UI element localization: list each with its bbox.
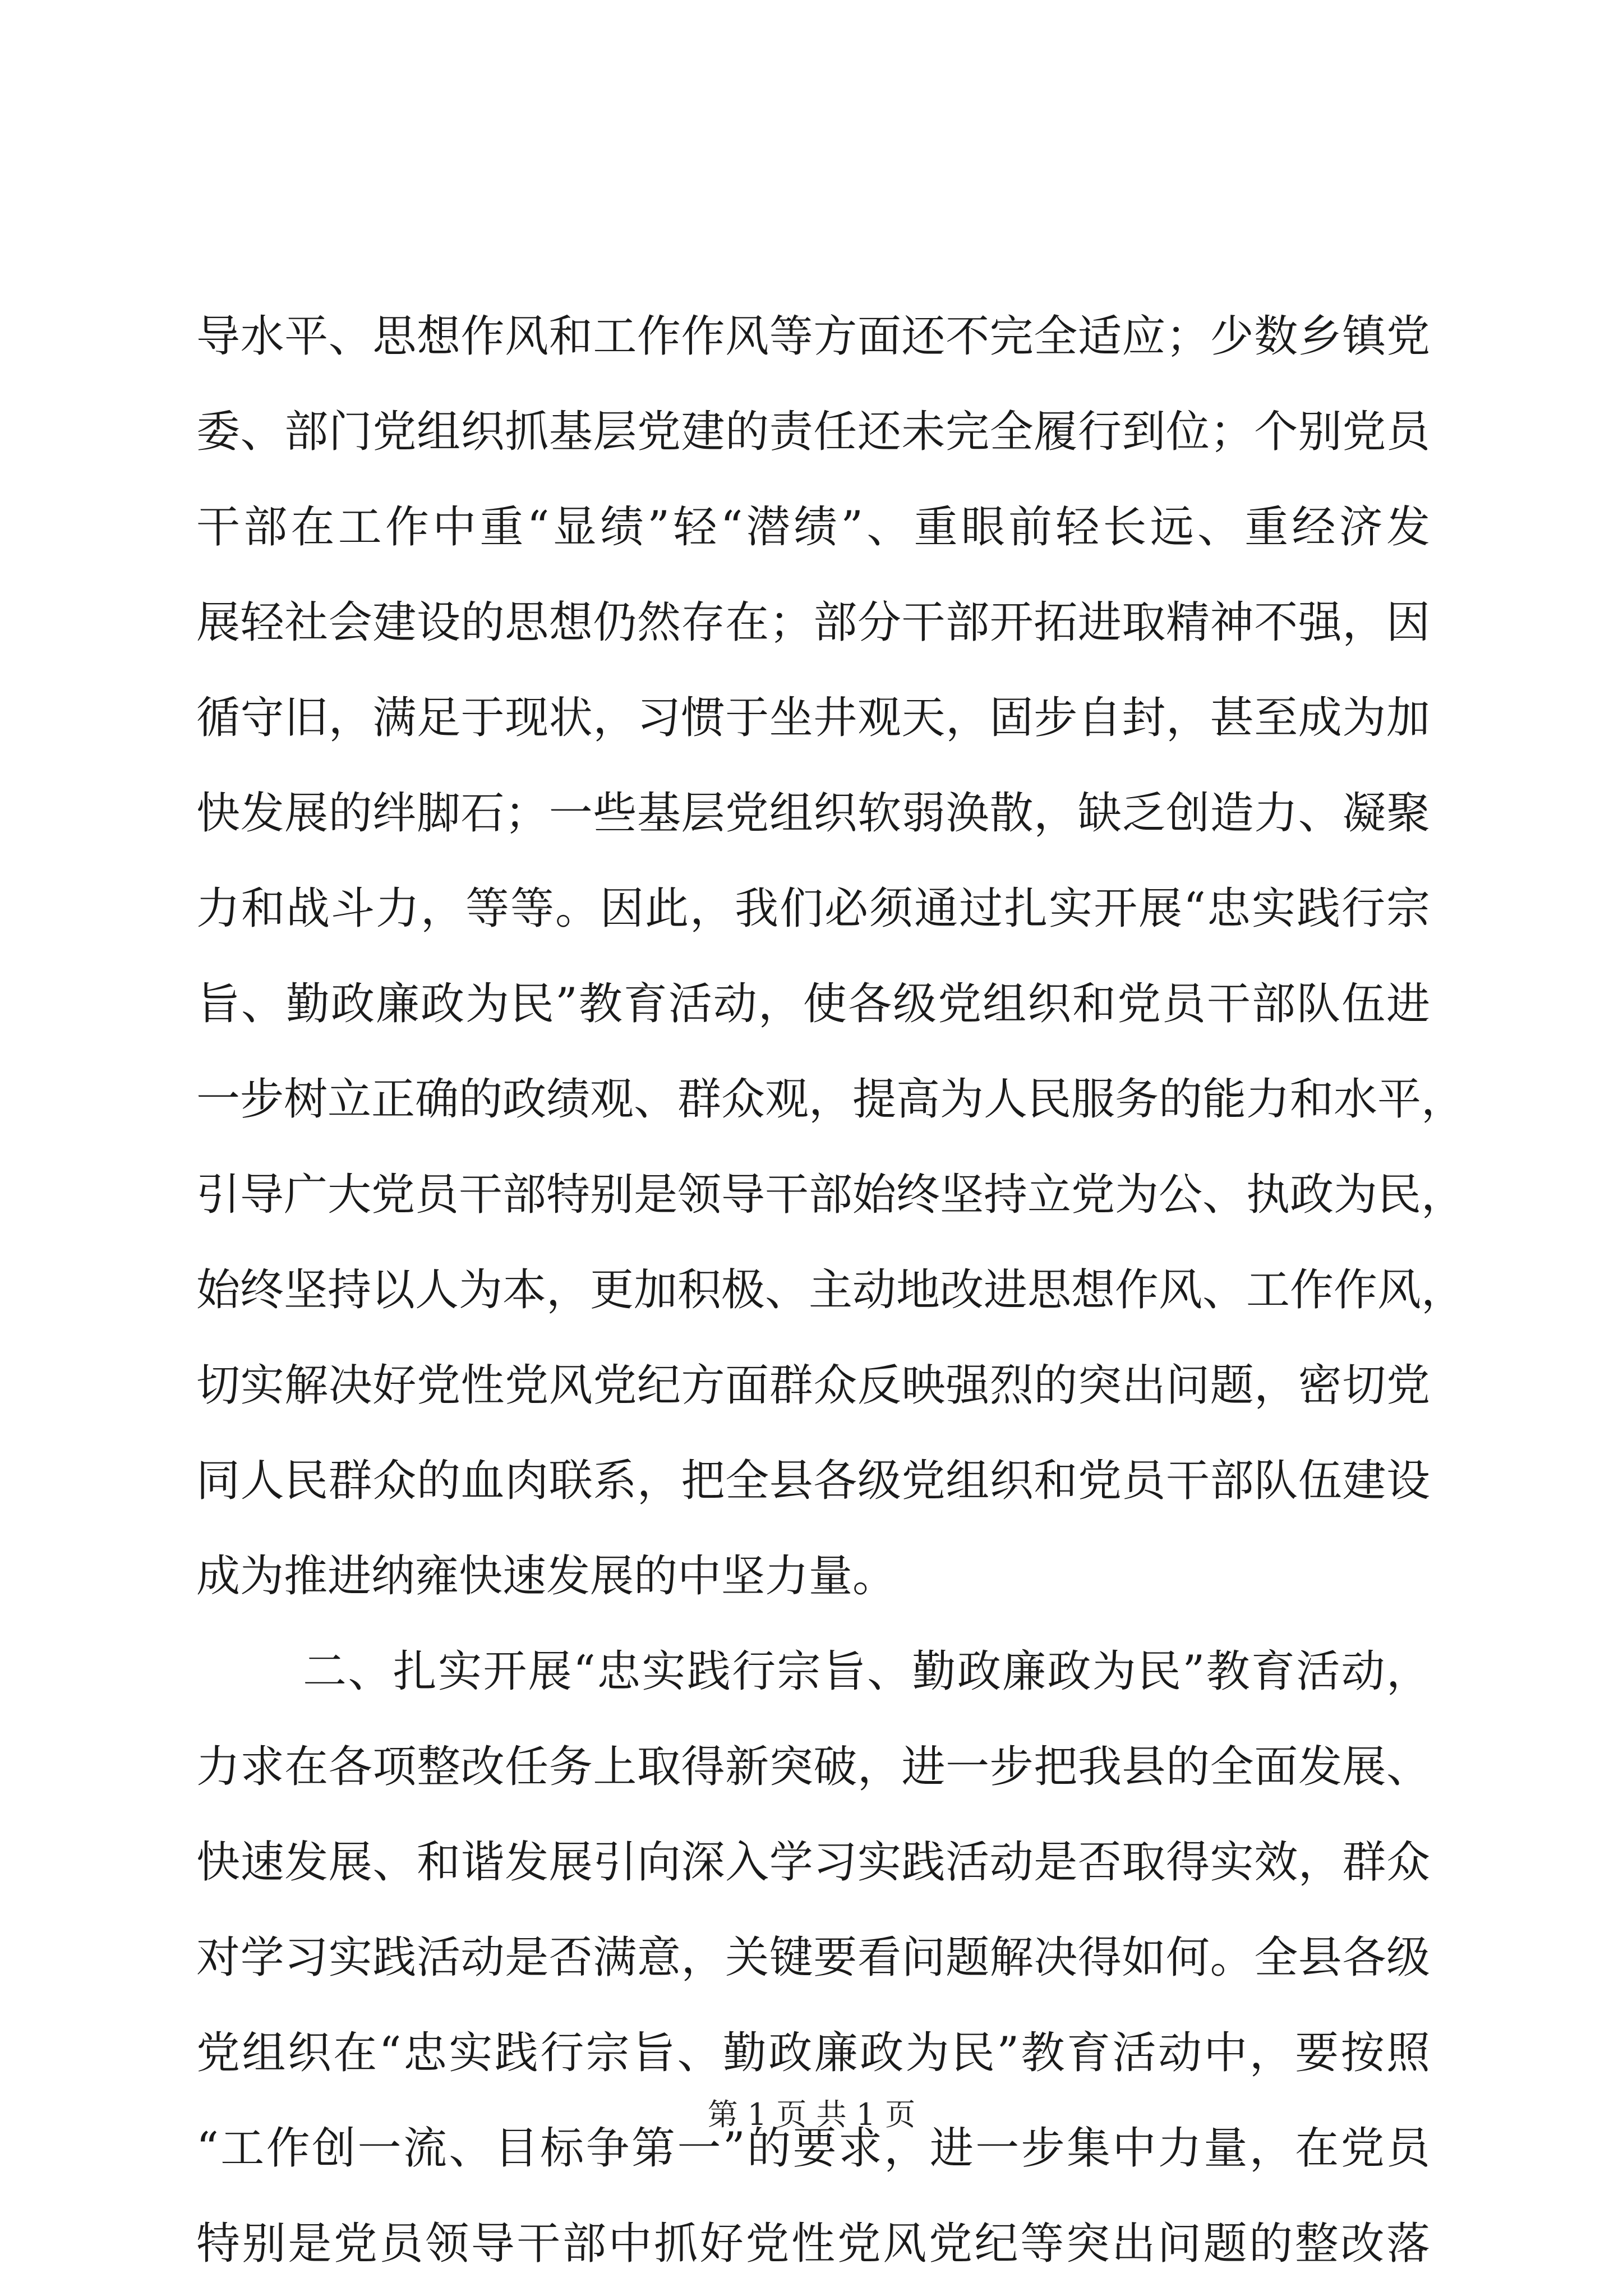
document-body — [196, 289, 1465, 2292]
text-line: 展轻社会建设的思想仍然存在；部分干部开拓进取精神不强，因 — [196, 597, 1430, 648]
text-line: 导水平、思想作风和工作作风等方面还不完全适应；少数乡镇党 — [196, 311, 1430, 362]
text-line: 循守旧，满足于现状，习惯于坐井观天，固步自封，甚至成为加 — [196, 693, 1430, 743]
text-line: 一步树立正确的政绩观、群众观，提高为人民服务的能力和水平， — [196, 1074, 1465, 1125]
text-line: 快速发展、和谐发展引向深入学习实践活动是否取得实效，群众 — [196, 1837, 1430, 1888]
text-line: 同人民群众的血肉联系，把全县各级党组织和党员干部队伍建设 — [196, 1456, 1430, 1506]
text-line: 成为推进纳雍快速发展的中坚力量。 — [196, 1551, 897, 1602]
text-line: 党组织在“忠实践行宗旨、勤政廉政为民”教育活动中，要按照 — [196, 2028, 1430, 2078]
text-line: 干部在工作中重“显绩”轻“潜绩”、重眼前轻长远、重经济发 — [196, 502, 1430, 553]
text-line: 旨、勤政廉政为民”教育活动，使各级党组织和党员干部队伍进 — [196, 979, 1430, 1029]
text-line: 委、部门党组织抓基层党建的责任还未完全履行到位；个别党员 — [196, 407, 1430, 457]
page-number-footer: 第 1 页 共 1 页 — [707, 2097, 916, 2132]
text-line: 快发展的绊脚石；一些基层党组织软弱涣散，缺乏创造力、凝聚 — [196, 788, 1430, 839]
text-line: 对学习实践活动是否满意，关键要看问题解决得如何。全县各级 — [196, 1932, 1430, 1983]
text-line: 始终坚持以人为本，更加积极、主动地改进思想作风、工作作风， — [196, 1265, 1465, 1315]
text-line: 特别是党员领导干部中抓好党性党风党纪等突出问题的整改落 — [196, 2219, 1430, 2269]
text-line: 力和战斗力，等等。因此，我们必须通过扎实开展“忠实践行宗 — [196, 884, 1430, 934]
text-line: 二、扎实开展“忠实践行宗旨、勤政廉政为民”教育活动， — [303, 1646, 1430, 1697]
paragraph-2 — [196, 1624, 1430, 2292]
text-line: “工作创一流、目标争第一”的要求，进一步集中力量，在党员 — [196, 2123, 1430, 2174]
paragraph-1 — [196, 289, 1465, 1624]
text-line: 引导广大党员干部特别是领导干部始终坚持立党为公、执政为民， — [196, 1170, 1465, 1220]
text-line: 切实解决好党性党风党纪方面群众反映强烈的突出问题，密切党 — [196, 1360, 1430, 1411]
text-line: 力求在各项整改任务上取得新突破，进一步把我县的全面发展、 — [196, 1742, 1430, 1792]
